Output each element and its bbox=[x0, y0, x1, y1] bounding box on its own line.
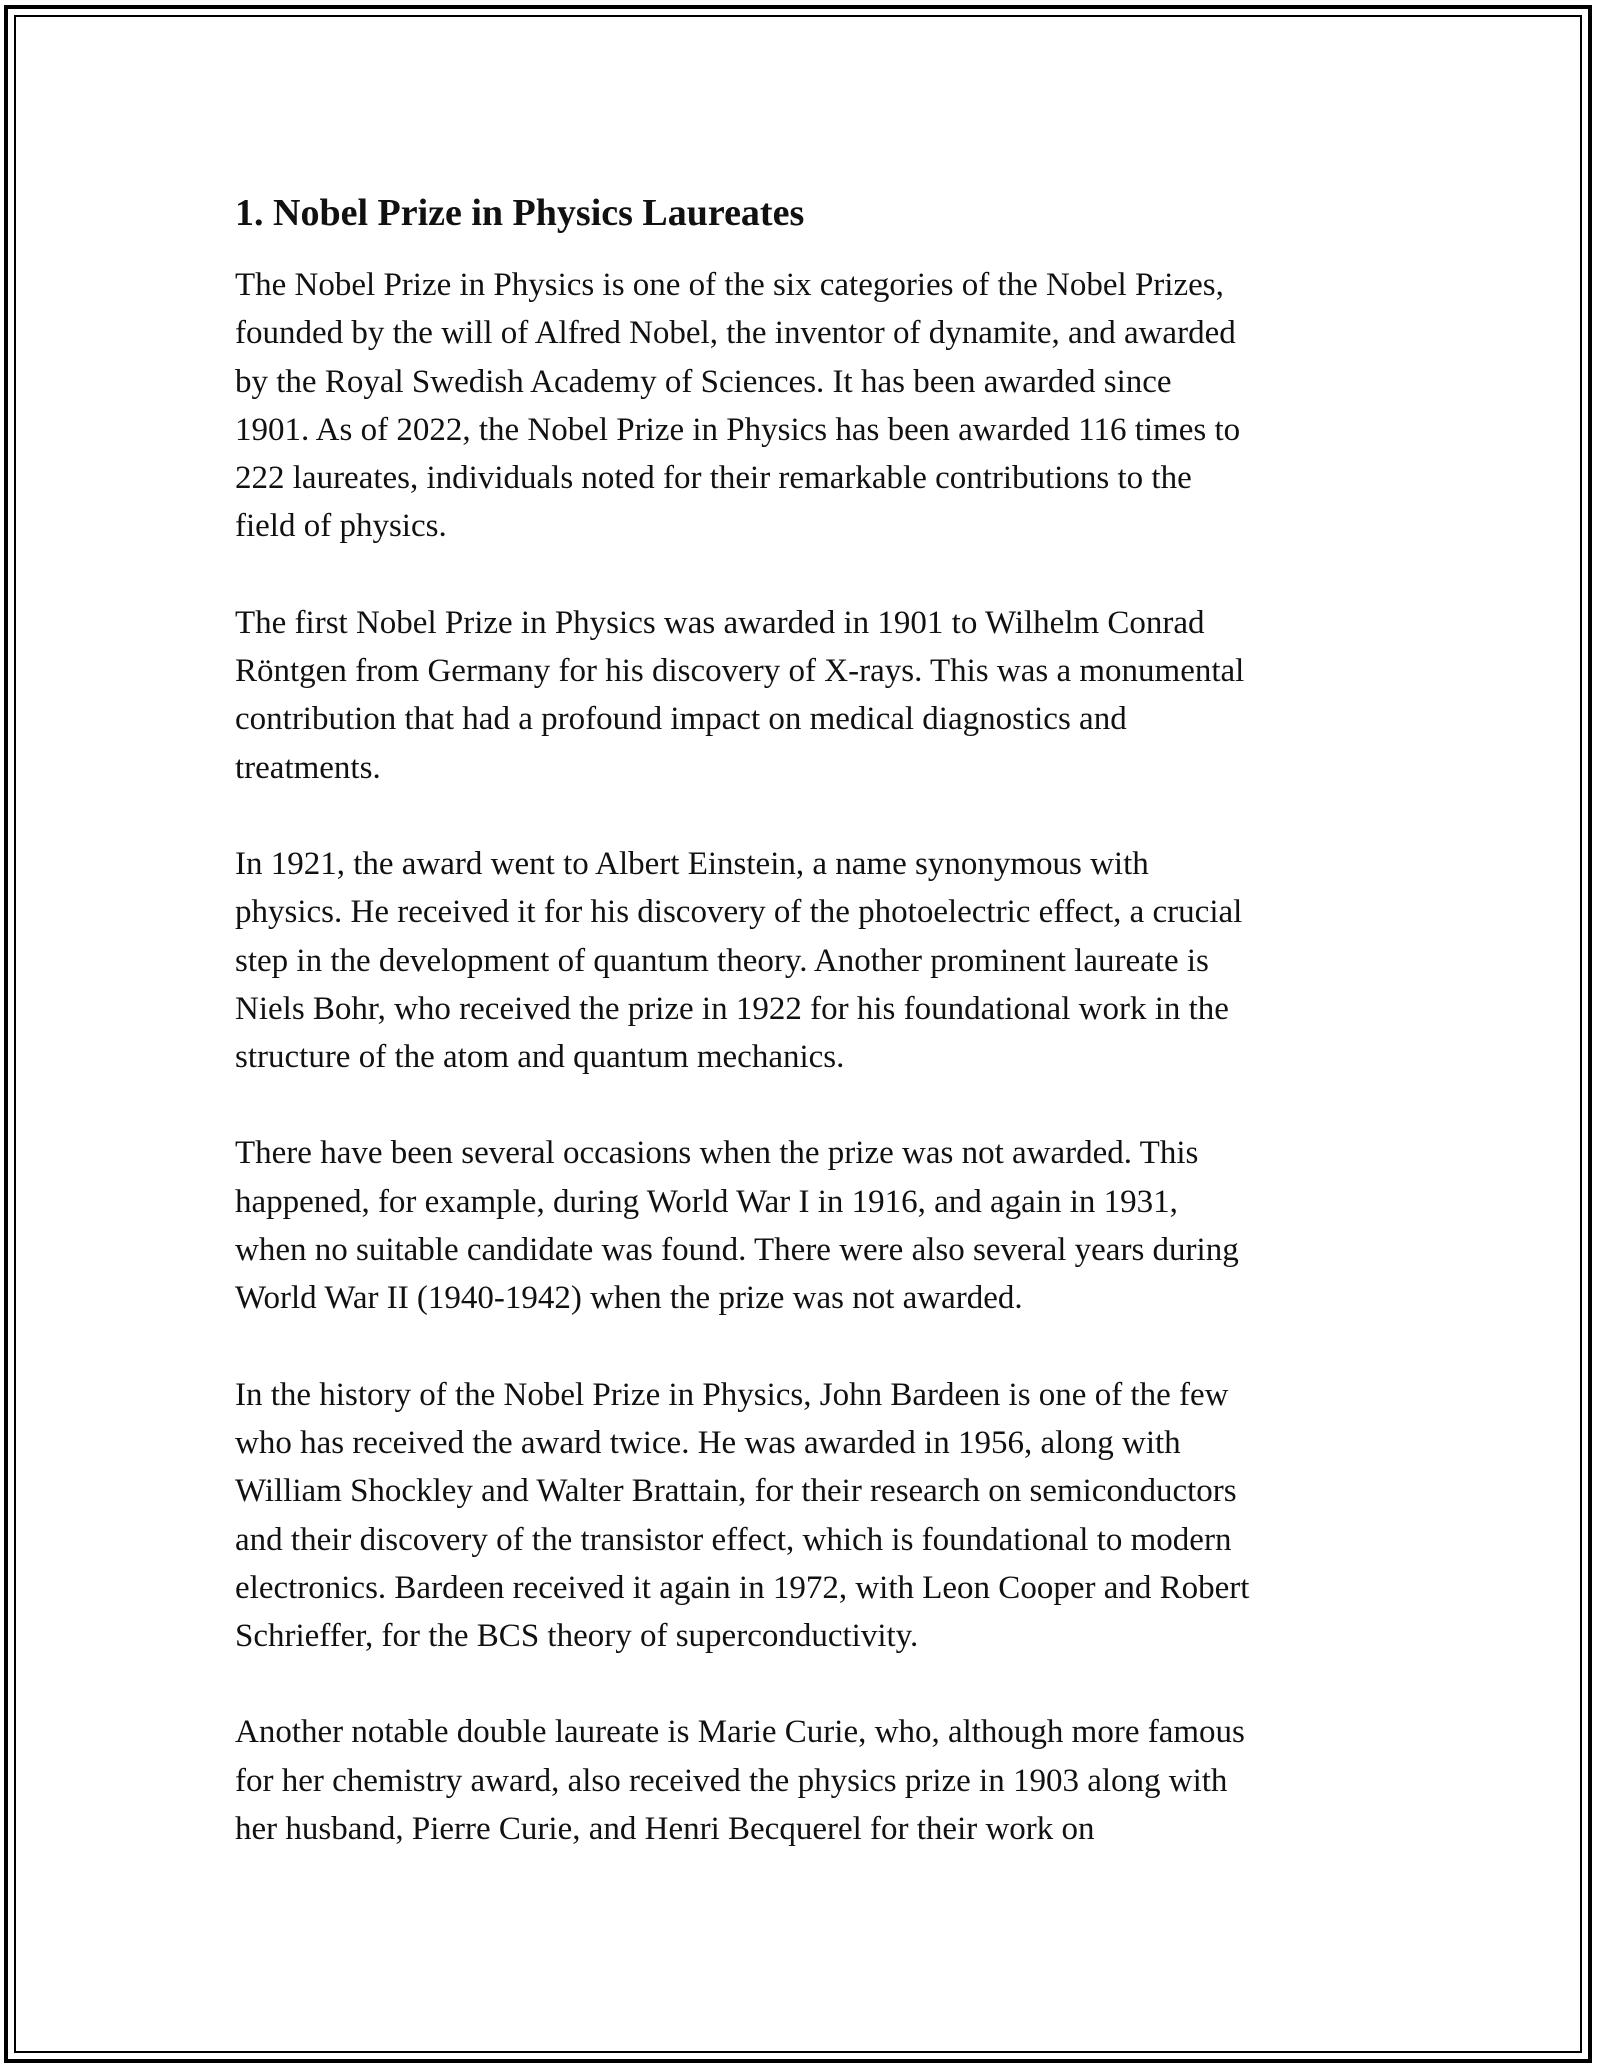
document-body bbox=[235, 186, 1405, 1901]
paragraph-bardeen: In the history of the Nobel Prize in Physics, John Bardeen is one of the few who has received the award twice. He was awarded in 1956, along with William Shockley and Walter Brattain, for their research on semiconductors and their discovery of the transistor effect, which is foundational to modern electronics. Bardeen received it again in 1972, with Leon Cooper and Robert Schrieffer, for the BCS theory of superconductivity. bbox=[235, 1376, 1250, 1655]
section-heading: 1. Nobel Prize in Physics Laureates bbox=[235, 192, 805, 234]
paragraph-not-awarded: There have been several occasions when the prize was not awarded. This happened, for example, during World War I in 1916, and again in 1931, when no suitable candidate was found. There were also several years during World War II (1940-1942) when the prize was not awarded. bbox=[235, 1135, 1239, 1317]
paragraph-einstein-bohr: In 1921, the award went to Albert Einstein, a name synonymous with physics. He received it for his discovery of the photoelectric effect, a crucial step in the development of quantum theory. Another prominent laureate is Niels Bohr, who received the prize in 1922 for his foundational work in the structure of the atom and quantum mechanics. bbox=[235, 845, 1243, 1076]
paragraph-intro: The Nobel Prize in Physics is one of the six categories of the Nobel Prizes, founded by the will of Alfred Nobel, the inventor of dynamite, and awarded by the Royal Swedish Academy of Sciences. It has been awarded since 1901. As of 2022, the Nobel Prize in Physics has been awarded 116 times to 222 laureates, individuals noted for their remarkable contributions to the field of physics. bbox=[235, 267, 1241, 545]
paragraph-curie: Another notable double laureate is Marie Curie, who, although more famous for her chemistry award, also received the physics prize in 1903 along with her husband, Pierre Curie, and Henri Becquerel for their work on bbox=[235, 1714, 1245, 1848]
paragraph-first-prize: The first Nobel Prize in Physics was awarded in 1901 to Wilhelm Conrad Röntgen from Germany for his discovery of X-rays. This was a monumental contribution that had a profound impact on medical diagnostics and treatments. bbox=[235, 604, 1245, 786]
